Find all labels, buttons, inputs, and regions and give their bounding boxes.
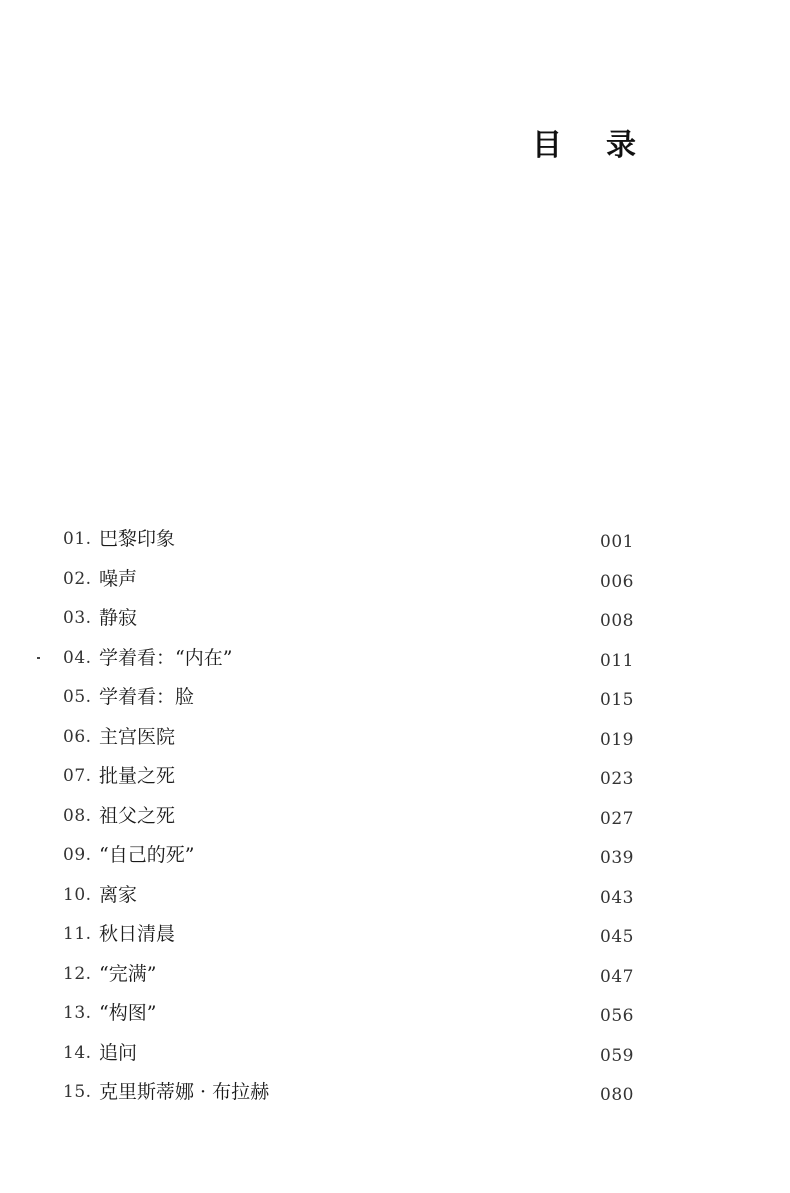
toc-entry-number: 04. <box>63 647 92 668</box>
toc-entry-title: 追问 <box>99 1041 138 1064</box>
toc-entry[interactable] <box>0 761 790 791</box>
toc-entry[interactable] <box>0 722 790 752</box>
toc-entry-title: 静寂 <box>99 607 138 629</box>
toc-entry-page: 039 <box>600 848 634 868</box>
toc-entry-title: “自己的死” <box>99 844 195 866</box>
toc-entry[interactable] <box>0 959 790 989</box>
toc-entry-title: 学着看：脸 <box>99 686 195 708</box>
toc-entry-number: 02. <box>63 568 92 589</box>
toc-entry-number: 11. <box>63 924 92 944</box>
toc-entry[interactable] <box>0 801 790 831</box>
toc-entry[interactable] <box>0 524 790 554</box>
toc-entry-page: 011 <box>600 650 634 671</box>
toc-entry-number: 03. <box>63 608 92 628</box>
toc-entry-page: 056 <box>600 1006 634 1026</box>
toc-entry-title: 克里斯蒂娜 · 布拉赫 <box>99 1081 270 1103</box>
toc-entry-number: 13. <box>63 1003 92 1023</box>
toc-entry-number: 14. <box>63 1042 92 1063</box>
toc-entry-page: 023 <box>600 769 634 789</box>
toc-entry-page: 001 <box>600 532 634 552</box>
toc-entry[interactable] <box>0 564 790 594</box>
toc-entry-number: 08. <box>63 805 92 826</box>
toc-entry-page: 008 <box>600 611 634 631</box>
toc-entry-page: 080 <box>600 1085 634 1105</box>
toc-entry-title: “构图” <box>99 1002 157 1024</box>
toc-entry-title: 巴黎印象 <box>99 528 176 550</box>
toc-entry-page: 045 <box>600 927 634 947</box>
toc-entry-title: 离家 <box>99 883 138 906</box>
toc-entry-page: 019 <box>600 729 634 750</box>
toc-entry-title: 祖父之死 <box>99 804 176 827</box>
toc-entry[interactable] <box>0 880 790 910</box>
toc-entry-page: 015 <box>600 690 634 710</box>
toc-entry-page: 043 <box>600 887 634 908</box>
toc-entry[interactable] <box>0 1077 790 1107</box>
toc-entry-title: “完满” <box>99 962 157 985</box>
toc-entry[interactable] <box>0 998 790 1028</box>
title-char-2: 录 <box>606 128 636 163</box>
title-char-1: 目 <box>532 128 562 163</box>
toc-entry-number: 10. <box>63 884 92 905</box>
toc-entry-page: 047 <box>600 966 634 987</box>
toc-entry-number: 12. <box>63 963 92 984</box>
toc-entry[interactable] <box>0 840 790 870</box>
toc-entry[interactable] <box>0 919 790 949</box>
toc-entry-title: 噪声 <box>99 567 138 590</box>
toc-entry[interactable] <box>0 643 790 673</box>
toc-entry-title: 学着看：“内在” <box>99 646 233 669</box>
toc-entry-number: 15. <box>63 1082 92 1102</box>
toc-entry[interactable] <box>0 603 790 633</box>
toc-entry-number: 09. <box>63 845 92 865</box>
toc-entry-number: 07. <box>63 766 92 786</box>
toc-entry-title: 批量之死 <box>99 765 176 787</box>
toc-entry-number: 05. <box>63 687 92 707</box>
toc-entry-number: 06. <box>63 726 92 747</box>
toc-entry-page: 027 <box>600 808 634 829</box>
toc-entry-title: 主宫医院 <box>99 725 176 748</box>
toc-entry-page: 059 <box>600 1045 634 1066</box>
toc-entry-number: 01. <box>63 529 92 549</box>
table-of-contents <box>0 524 790 1124</box>
toc-entry-page: 006 <box>600 571 634 592</box>
toc-entry[interactable] <box>0 1038 790 1068</box>
page-title <box>0 126 790 166</box>
toc-entry[interactable] <box>0 682 790 712</box>
toc-entry-title: 秋日清晨 <box>99 923 176 945</box>
